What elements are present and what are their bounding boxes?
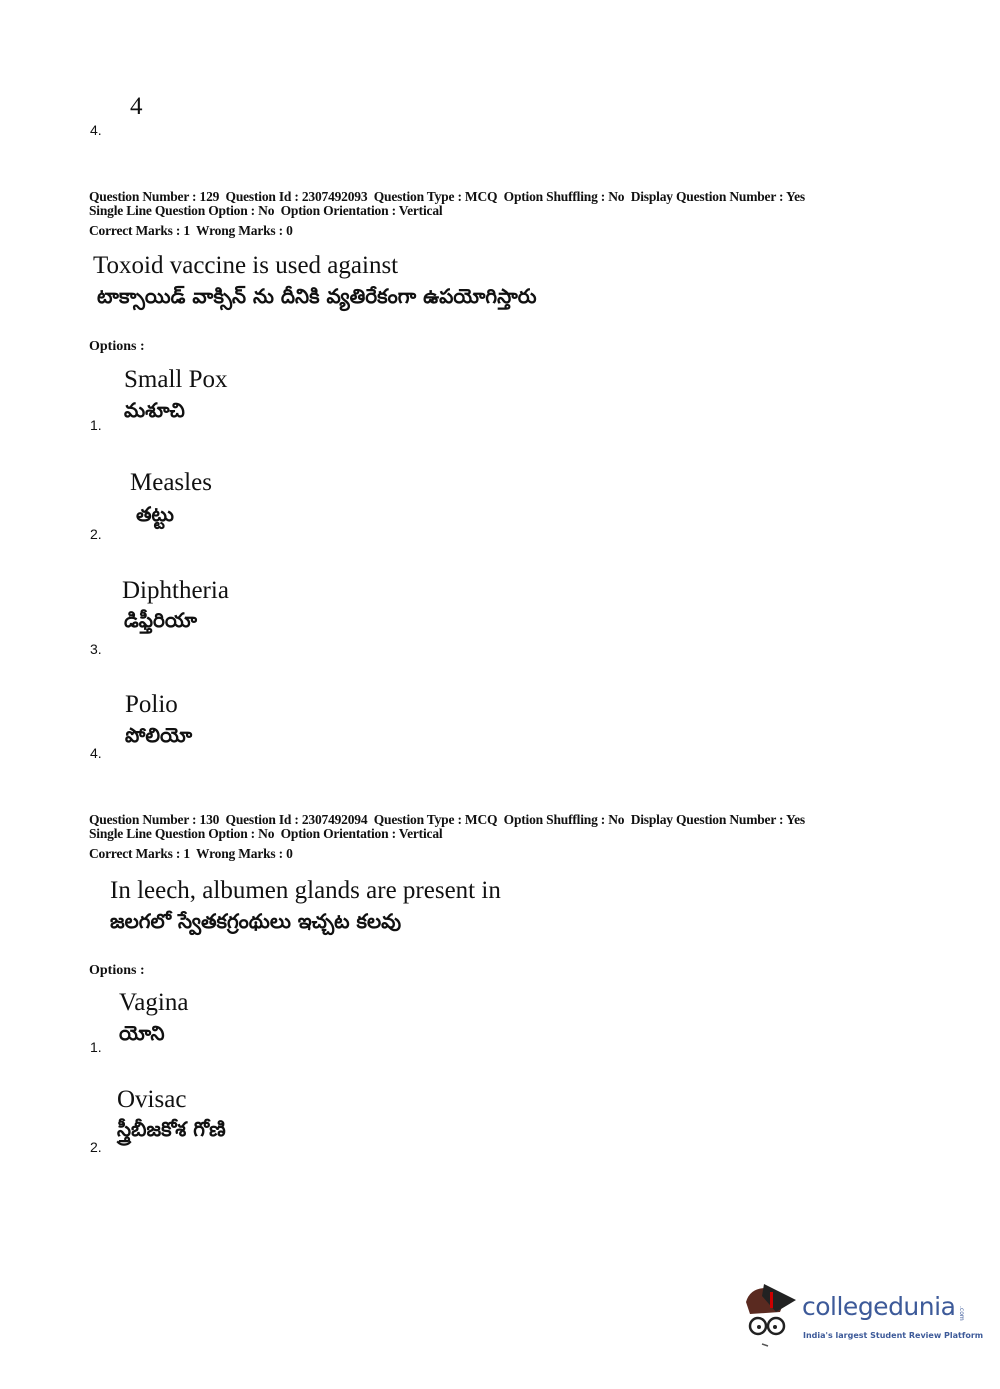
option-number: 4. [90,745,102,761]
question-text-te: జలగలో స్వేతకగ్రంథులు ఇచ్చట కలవు [110,909,402,933]
options-label: Options : [89,963,145,978]
brand-tagline: India's largest Student Review Platform [803,1331,984,1340]
option-te: స్త్రీబీజకోశ గోణి [117,1117,226,1141]
question-meta-line1: Question Number : 130 Question Id : 2307492094 Question Type : MCQ Option Shuffling : No Display Question Number : Yes [89,812,805,827]
option-te: తట్టు [136,502,174,526]
option-en: Small Pox [124,366,228,393]
option-en: Diphtheria [122,577,229,604]
question-text-te: టాక్సాయిడ్ వాక్సిన్ ను దీనికి వ్యతిరేకంగా ఉపయోగిస్తారు [97,284,537,308]
option-te: పోలియో [125,723,193,747]
option-number: 3. [90,641,102,657]
option-en: Ovisac [117,1086,187,1113]
question-meta-line1: Question Number : 129 Question Id : 2307492093 Question Type : MCQ Option Shuffling : No Display Question Number : Yes [89,189,805,204]
question-text-en: In leech, albumen glands are present in [110,877,501,904]
option-text: 4 [130,93,143,120]
option-te: డిఫ్తీరియా [124,608,198,632]
question-marks: Correct Marks : 1 Wrong Marks : 0 [89,223,293,238]
collegedunia-watermark [740,1282,984,1352]
brand-suffix: .com [958,1306,965,1321]
options-label: Options : [89,339,145,354]
option-number: 1. [90,417,102,433]
question-meta-line2: Single Line Question Option : No Option Orientation : Vertical [89,203,443,218]
option-number: 2. [90,526,102,542]
option-number: 1. [90,1039,102,1055]
question-meta-line2: Single Line Question Option : No Option Orientation : Vertical [89,826,443,841]
question-marks: Correct Marks : 1 Wrong Marks : 0 [89,846,293,861]
brand-name: collegedunia [802,1292,956,1321]
option-number: 2. [90,1139,102,1155]
option-number: 4. [90,122,102,138]
option-te: మశూచి [124,398,185,422]
option-en: Vagina [119,989,189,1016]
option-en: Measles [130,469,212,496]
option-te: యోని [119,1021,165,1045]
question-text-en: Toxoid vaccine is used against [93,252,399,279]
mascot-logo-icon [740,1282,800,1348]
option-en: Polio [125,691,178,718]
